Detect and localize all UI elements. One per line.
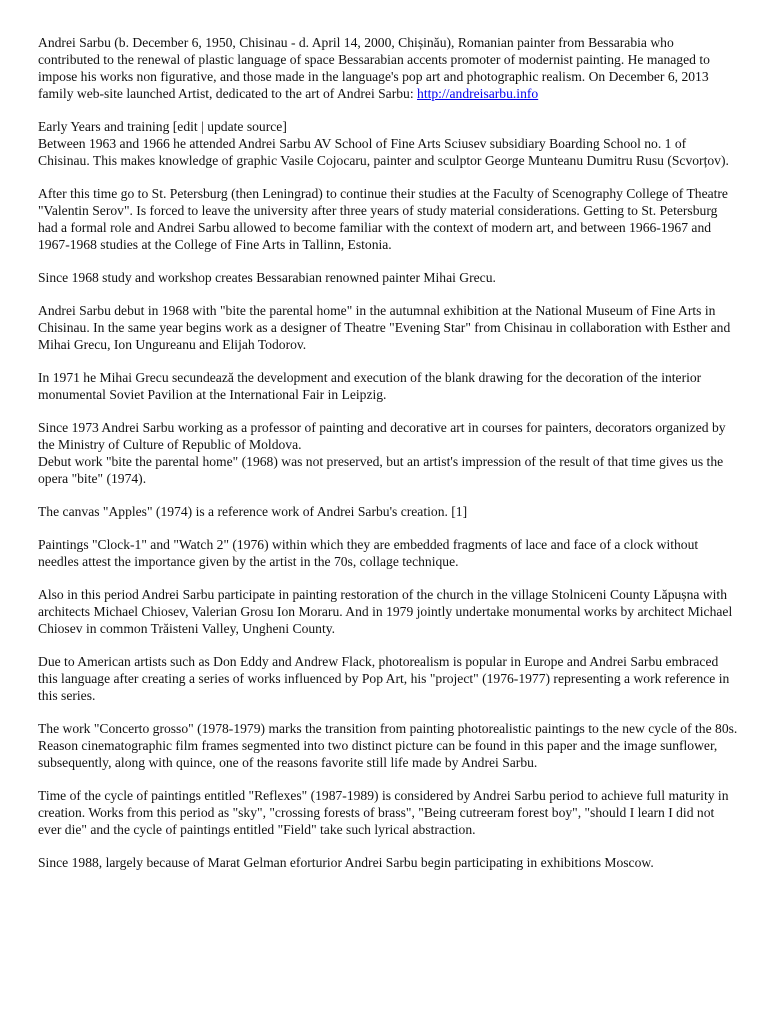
paragraph: In 1971 he Mihai Grecu secundează the development and execution of the blank drawing for the decoration of the interior monumental Soviet Pavilion at the International Fair in Leipzig. xyxy=(38,370,702,402)
paragraph: Due to American artists such as Don Eddy and Andrew Flack, photorealism is popular in Europe and Andrei Sarbu embraced this language after creating a series of works influenced by Pop Art, his "project" (1976-1977) representing a work reference in this series. xyxy=(38,654,730,703)
paragraph: The work "Concerto grosso" (1978-1979) marks the transition from painting photorealistic paintings to the new cycle of the 80s. Reason cinematographic film frames segmented into two distinct picture can be found in this paper and the image sunflower, subsequently, along with quince, one of the reasons favorite still life made by Andrei Sarbu. xyxy=(38,721,738,770)
paragraph: Debut work "bite the parental home" (1968) was not preserved, but an artist's impression of the result of that time gives us the opera "bite" (1974). xyxy=(38,454,724,486)
paragraph: Andrei Sarbu debut in 1968 with "bite the parental home" in the autumnal exhibition at the National Museum of Fine Arts in Chisinau. In the same year begins work as a designer of Theatre "Evening Star" from Chisinau in collaboration with Esther and Mihai Grecu, Ion Ungureanu and Elijah Todorov. xyxy=(38,303,731,352)
paragraph: Paintings "Clock-1" and "Watch 2" (1976) within which they are embedded fragments of lace and face of a clock without needles attest the importance given by the artist in the 70s, collage technique. xyxy=(38,537,699,569)
section-heading: Early Years and training [edit | update source] xyxy=(38,119,287,134)
paragraph: After this time go to St. Petersburg (then Leningrad) to continue their studies at the Faculty of Scenography College of Theatre "Valentin Serov". Is forced to leave the university after three years of study material considerations. Getting to St. Petersburg had a formal role and Andrei Sarbu allowed to become familiar with the context of modern art, and between 1966-1967 and 1967-1968 studies at the College of Fine Arts in Tallinn, Estonia. xyxy=(38,186,728,252)
paragraph: Since 1973 Andrei Sarbu working as a professor of painting and decorative art in courses for painters, decorators organized by the Ministry of Culture of Republic of Moldova. xyxy=(38,420,726,452)
paragraph: The canvas "Apples" (1974) is a reference work of Andrei Sarbu's creation. [1] xyxy=(38,504,468,519)
paragraph: Also in this period Andrei Sarbu participate in painting restoration of the church in the village Stolniceni County Lăpușna with architects Michael Chiosev, Valerian Grosu Ion Moraru. And in 1979 jointly undertake monumental works by architect Michael Chiosev in common Trăisteni Valley, Ungheni County. xyxy=(38,587,733,636)
artist-website-link[interactable]: http://andreisarbu.info xyxy=(417,86,539,101)
document-body xyxy=(38,34,738,887)
early-years-block xyxy=(38,118,738,169)
intro-text: Andrei Sarbu (b. December 6, 1950, Chisinau - d. April 14, 2000, Chișinău), Romanian painter from Bessarabia who contributed to the renewal of plastic language of space Bessarabian accents promoter of modernist painting. He managed to impose his works non figurative, and those made in the language's pop art and photographic realism. On December 6, 2013 family web-site launched Artist, dedicated to the art of Andrei Sarbu: xyxy=(38,35,710,101)
paragraph: Time of the cycle of paintings entitled "Reflexes" (1987-1989) is considered by Andrei Sarbu period to achieve full maturity in creation. Works from this period as "sky", "crossing forests of brass", "Being cutreeram forest boy", "should I learn I did not ever die" and the cycle of paintings entitled "Field" take such lyrical abstraction. xyxy=(38,788,729,837)
paragraph: Between 1963 and 1966 he attended Andrei Sarbu AV School of Fine Arts Sciusev subsidiary Boarding School no. 1 of Chisinau. This makes knowledge of graphic Vasile Cojocaru, painter and sculptor George Munteanu Dumitru Rusu (Scvorțov). xyxy=(38,136,729,168)
intro-paragraph xyxy=(38,34,738,102)
paragraph: Since 1988, largely because of Marat Gelman eforturior Andrei Sarbu begin participating in exhibitions Moscow. xyxy=(38,855,654,870)
professor-block xyxy=(38,419,738,487)
paragraph: Since 1968 study and workshop creates Bessarabian renowned painter Mihai Grecu. xyxy=(38,270,496,285)
